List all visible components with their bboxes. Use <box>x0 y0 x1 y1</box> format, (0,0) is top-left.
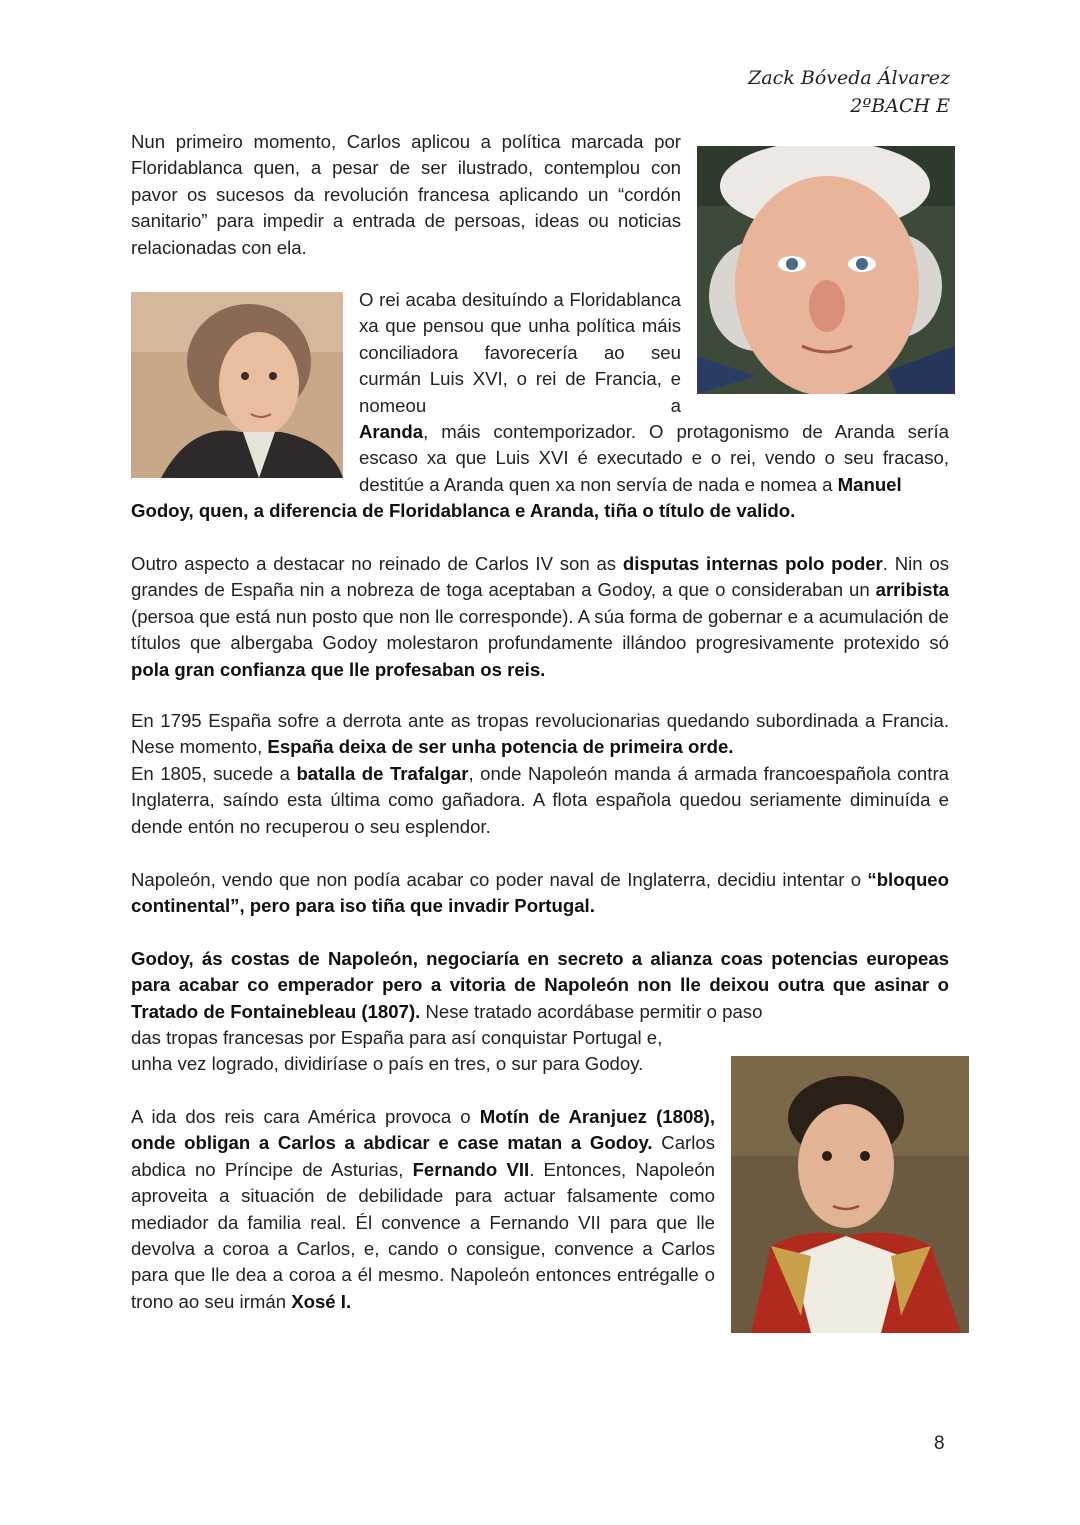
paragraph-fontainebleau-cont2: unha vez logrado, dividiríase o país en tres, o sur para Godoy. <box>131 1053 644 1074</box>
paragraph-aranda-body: Aranda, máis contemporizador. O protagonismo de Aranda sería escaso xa que Luis XVI é executado e o rei, vendo o seu fracaso, destitúe a Aranda quen xa non servía de nada e nomea a Manuel <box>359 421 949 495</box>
paragraph-floridablanca: Nun primeiro momento, Carlos aplicou a política marcada por Floridablanca quen, a pesar de ser ilustrado, contemplou con pavor os sucesos da revolución francesa aplicando un “cordón sanitario” para impedir a entrada de persoas, ideas ou noticias relacionadas con ela. <box>131 131 681 258</box>
header-author: Zack Bóveda Álvarez <box>748 67 950 89</box>
portrait-jose-i <box>731 1056 969 1333</box>
page-number: 8 <box>934 1433 945 1454</box>
paragraph-bloqueo: Napoleón, vendo que non podía acabar co poder naval de Inglaterra, decidiu intentar o “bloqueo continental”, pero para iso tiña que invadir Portugal. <box>131 869 949 917</box>
header-class: 2ºBACH E <box>850 95 950 117</box>
paragraph-fontainebleau: Godoy, ás costas de Napoleón, negociaría en secreto a alianza coas potencias europeas para acabar co emperador pero a vitoria de Napoleón non lle deixou outra que asinar o Tratado de Fontainebleau (1807). Nese tratado acordábase permitir o paso <box>131 948 949 1022</box>
paragraph-1795: En 1795 España sofre a derrota ante as tropas revolucionarias quedando subordinada a Francia. Nese momento, España deixa de ser unha potencia de primeira orde. <box>131 710 949 758</box>
portrait-godoy <box>131 292 343 478</box>
paragraph-godoy-valido: Godoy, quen, a diferencia de Floridablanca e Aranda, tiña o título de valido. <box>131 500 796 521</box>
paragraph-aranda-intro: O rei acaba desituíndo a Floridablanca xa que pensou que unha política máis conciliadora favorecería ao seu curmán Luis XVI, o rei de Francia, e nomeou a <box>359 289 681 416</box>
page-header <box>748 64 950 120</box>
portrait-carlos-iv <box>697 146 955 394</box>
paragraph-fontainebleau-cont1: das tropas francesas por España para así conquistar Portugal e, <box>131 1027 663 1048</box>
paragraph-disputas: Outro aspecto a destacar no reinado de Carlos IV son as disputas internas polo poder. Nin os grandes de España nin a nobreza de toga aceptaban a Godoy, a que o consideraban un arribista (persoa que está nun posto que non lle corresponde). A súa forma de gobernar e a acumulación de títulos que albergaba Godoy molestaron profundamente illándoo progresivamente protexido só pola gran confianza que lle profesaban os reis. <box>131 553 949 680</box>
paragraph-aranjuez: A ida dos reis cara América provoca o Motín de Aranjuez (1808), onde obligan a Carlos a abdicar e case matan a Godoy. Carlos abdica no Príncipe de Asturias, Fernando VII. Entonces, Napoleón aproveita a situación de debilidade para actuar falsamente como mediador da familia real. Él convence a Fernando VII para que lle devolva a coroa a Carlos, e, cando o consigue, convence a Carlos para que lle dea a coroa a él mesmo. Napoleón entonces entrégalle o trono ao seu irmán Xosé I. <box>131 1106 716 1312</box>
paragraph-trafalgar: En 1805, sucede a batalla de Trafalgar, onde Napoleón manda á armada francoespañola contra Inglaterra, saíndo esta última como gañadora. A flota española quedou seriamente diminuída e dende entón no recuperou o seu esplendor. <box>131 763 949 837</box>
